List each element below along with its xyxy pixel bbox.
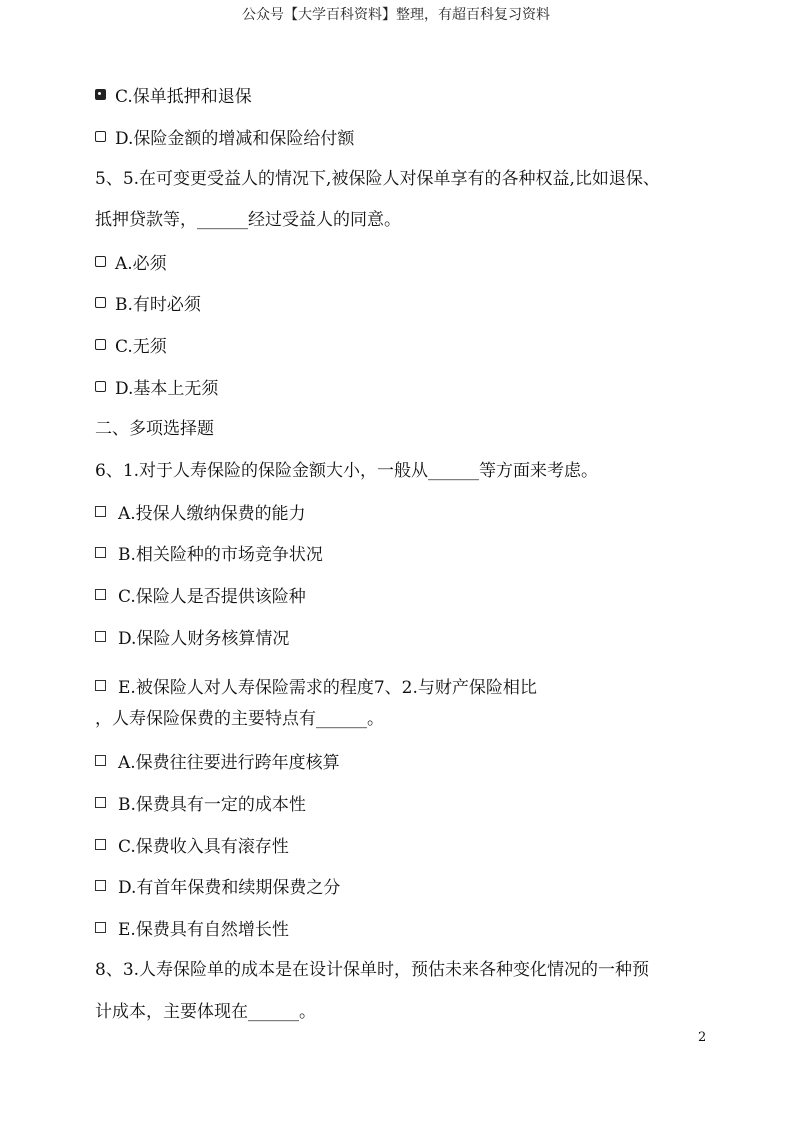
q7-option-a[interactable] [95, 748, 340, 773]
q5-option-a-label: A.必须 [115, 254, 167, 274]
checkbox-icon[interactable] [95, 839, 106, 850]
radio-icon[interactable] [95, 131, 106, 142]
q5-option-b[interactable] [95, 290, 201, 315]
checkbox-icon[interactable] [95, 880, 106, 891]
q6-option-d-label: D.保险人财务核算情况 [118, 629, 290, 649]
q5-stem-line2: 抵押贷款等，______经过受益人的同意。 [95, 210, 401, 230]
checkbox-icon[interactable] [95, 755, 106, 766]
radio-icon[interactable] [95, 339, 106, 350]
checkbox-icon[interactable] [95, 547, 106, 558]
radio-selected-icon[interactable] [95, 89, 106, 100]
q8-stem-line2: 计成本，主要体现在______。 [95, 1002, 316, 1022]
q5-option-a[interactable] [95, 249, 167, 274]
section-heading: 二、多项选择题 [95, 419, 214, 439]
q5-option-c[interactable] [95, 332, 167, 357]
q5-option-d[interactable] [95, 374, 218, 399]
checkbox-icon[interactable] [95, 680, 106, 691]
q4-option-d-label: D.保险金额的增减和保险给付额 [115, 129, 355, 149]
q6-option-d[interactable] [95, 624, 289, 649]
q4-option-c[interactable] [95, 82, 252, 107]
q7-option-c[interactable] [95, 832, 289, 857]
radio-icon[interactable] [95, 256, 106, 267]
q7-stem: ，人寿保险保费的主要特点有______。 [95, 709, 384, 729]
q6-option-c[interactable] [95, 582, 306, 607]
q6-option-e-label: E.被保险人对人寿保险需求的程度7、2.与财产保险相比 [118, 678, 537, 698]
q7-option-a-label: A.保费往往要进行跨年度核算 [118, 753, 340, 773]
q6-option-a-label: A.投保人缴纳保费的能力 [118, 504, 306, 524]
q6-stem: 6、1.对于人寿保险的保险金额大小，一般从______等方面来考虑。 [95, 461, 599, 481]
q7-option-d[interactable] [95, 873, 340, 898]
page-header: 公众号【大学百科资料】整理，有超百科复习资料 [242, 7, 550, 23]
q8-stem-line1: 8、3.人寿保险单的成本是在设计保单时，预估未来各种变化情况的一种预 [95, 960, 650, 980]
q6-option-b[interactable] [95, 540, 323, 565]
q5-option-d-label: D.基本上无须 [115, 379, 219, 399]
q6-option-c-label: C.保险人是否提供该险种 [118, 587, 306, 607]
q6-option-b-label: B.相关险种的市场竞争状况 [118, 545, 323, 565]
checkbox-icon[interactable] [95, 631, 106, 642]
q7-option-c-label: C.保费收入具有滚存性 [118, 837, 289, 857]
q4-option-d[interactable] [95, 124, 354, 149]
q7-option-b-label: B.保费具有一定的成本性 [118, 795, 306, 815]
q7-option-e-label: E.保费具有自然增长性 [118, 920, 289, 940]
q6-option-a[interactable] [95, 499, 306, 524]
checkbox-icon[interactable] [95, 922, 106, 933]
checkbox-icon[interactable] [95, 797, 106, 808]
page-number: 2 [698, 1030, 707, 1045]
q7-option-b[interactable] [95, 790, 306, 815]
q5-option-c-label: C.无须 [115, 337, 167, 357]
q5-option-b-label: B.有时必须 [115, 295, 201, 315]
q6-option-e[interactable] [95, 673, 537, 698]
q5-stem-line1: 5、5.在可变更受益人的情况下,被保险人对保单享有的各种权益,比如退保、 [95, 169, 660, 189]
q7-option-d-label: D.有首年保费和续期保费之分 [118, 878, 341, 898]
q7-option-e[interactable] [95, 915, 289, 940]
radio-icon[interactable] [95, 297, 106, 308]
radio-icon[interactable] [95, 381, 106, 392]
checkbox-icon[interactable] [95, 589, 106, 600]
checkbox-icon[interactable] [95, 506, 106, 517]
q4-option-c-label: C.保单抵押和退保 [115, 87, 252, 107]
